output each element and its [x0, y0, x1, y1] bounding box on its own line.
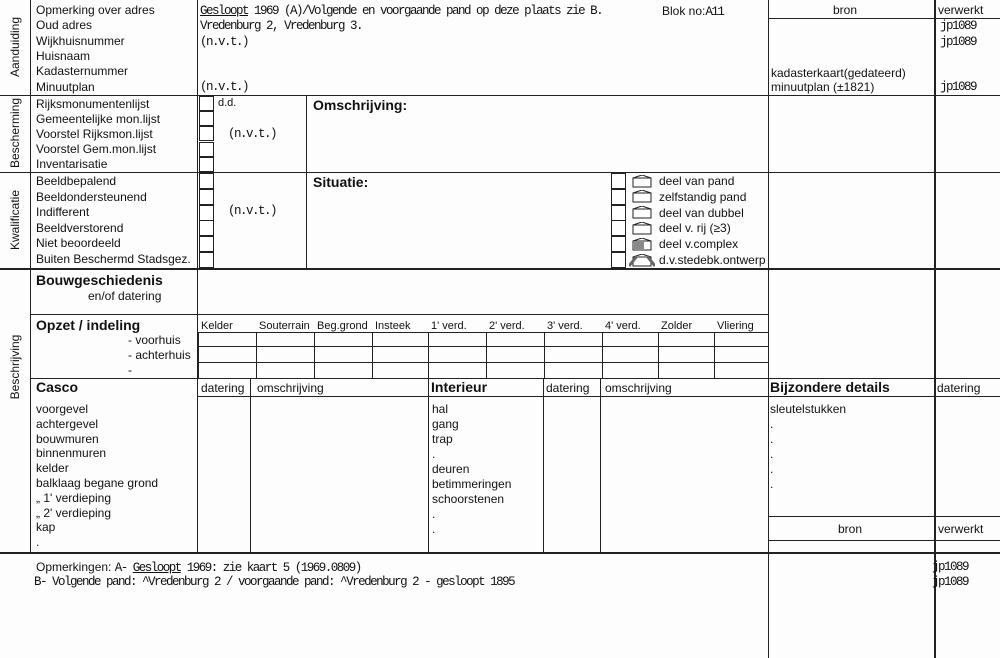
building-part-icon [629, 175, 655, 188]
casco-item: kap [36, 520, 56, 535]
semi-detached-icon [629, 206, 655, 219]
opzet-column-header: 4' verd. [605, 320, 641, 332]
divider [714, 332, 715, 378]
checkbox[interactable] [199, 252, 214, 268]
casco-item: achtergevel [36, 416, 99, 431]
kwalificatie-value: (n.v.t.) [228, 204, 277, 218]
divider [198, 396, 768, 397]
kwalificatie-label: Buiten Beschermd Stadsgez. [36, 251, 191, 266]
divider [198, 362, 768, 363]
opzet-column-header: Souterrain [259, 320, 310, 332]
checkbox[interactable] [199, 173, 214, 189]
checkbox[interactable] [199, 189, 214, 205]
divider [30, 314, 768, 315]
minuutplan-value: (n.v.t.) [200, 80, 249, 94]
opzet-label: Opzet / indeling [36, 317, 141, 333]
verwerkt-item: jp1089 [940, 80, 977, 94]
divider [768, 0, 769, 658]
divider [486, 332, 487, 378]
interieur-datering-header: datering [546, 381, 590, 395]
divider [314, 332, 315, 378]
urban-design-icon [629, 254, 655, 267]
opzet-column-header: Beg.grond [317, 320, 368, 332]
divider [0, 95, 1000, 96]
verwerkt-header-2: verwerkt [938, 522, 984, 536]
checkbox[interactable] [199, 157, 214, 172]
casco-item: bouwmuren [36, 431, 99, 446]
bijzondere-details-label: Bijzondere details [770, 379, 890, 395]
verwerkt-item: jp1089 [932, 560, 969, 574]
checkbox[interactable] [611, 220, 626, 236]
bescherming-label: Rijksmonumentenlijst [36, 97, 150, 111]
detached-building-icon [629, 190, 655, 203]
opzet-column-header: Vliering [717, 320, 754, 332]
kwalificatie-label: Beeldverstorend [36, 220, 124, 235]
bescherming-label: Inventarisatie [36, 157, 108, 171]
opmerking-text: 1969: zie kaart 5 (1969.0809) [180, 561, 361, 575]
bijzondere-item: . [770, 477, 774, 491]
checkbox[interactable] [199, 220, 214, 236]
divider [198, 346, 768, 347]
checkbox[interactable] [611, 236, 626, 252]
opzet-row-label: - voorhuis [128, 333, 181, 347]
divider [543, 378, 544, 552]
opzet-column-header: 2' verd. [489, 320, 525, 332]
checkbox[interactable] [199, 205, 214, 221]
interieur-item: hal [432, 402, 449, 416]
checkbox[interactable] [611, 189, 626, 205]
bron-item: minuutplan (±1821) [771, 80, 875, 94]
interieur-item: betimmeringen [432, 477, 512, 491]
opmerkingen-line-2: B- Volgende pand: ^Vredenburg 2 / voorgaande pand: ^Vredenburg 2 - gesloopt 1895 [34, 575, 515, 589]
opmerkingen-line-1 [36, 560, 361, 575]
situatie-option-label: deel v.complex [659, 237, 739, 252]
aanduiding-label: Minuutplan [36, 79, 95, 94]
divider [372, 332, 373, 378]
checkbox[interactable] [611, 205, 626, 221]
interieur-item: . [432, 507, 436, 521]
wijkhuisnummer-value: (n.v.t.) [200, 35, 249, 49]
dd-label: d.d. [218, 97, 237, 109]
casco-item: kelder [36, 461, 69, 476]
interieur-item: trap [432, 432, 453, 446]
casco-item: binnenmuren [36, 446, 107, 461]
row-house-icon [629, 222, 655, 235]
interieur-item: gang [432, 417, 459, 431]
interieur-item: deuren [432, 462, 470, 476]
checkbox[interactable] [199, 142, 214, 157]
casco-label: Casco [36, 379, 79, 395]
aanduiding-label: Oud adres [36, 18, 93, 33]
divider [0, 552, 1000, 554]
bouwgeschiedenis-label: Bouwgeschiedenis [36, 272, 163, 288]
checkbox[interactable] [611, 173, 626, 189]
divider [198, 332, 768, 333]
kwalificatie-label: Niet beoordeeld [36, 236, 121, 250]
checkbox[interactable] [611, 252, 626, 268]
gesloopt-text: Gesloopt [200, 4, 249, 18]
kwalificatie-label: Beeldondersteunend [36, 189, 147, 204]
casco-item: voorgevel [36, 402, 89, 416]
checkbox[interactable] [199, 236, 214, 252]
bron-item: kadasterkaart(gedateerd) [771, 66, 906, 80]
opzet-column-header: Insteek [375, 320, 411, 332]
opzet-column-header: Kelder [201, 320, 233, 332]
bijzondere-item: . [770, 417, 774, 431]
section-bescherming: Bescherming [8, 97, 22, 169]
verwerkt-header: verwerkt [938, 3, 984, 17]
bescherming-label: Gemeentelijke mon.lijst [36, 112, 161, 126]
divider [544, 332, 545, 378]
situatie-option-label: deel v. rij (≥3) [659, 221, 731, 236]
complex-icon [629, 238, 655, 251]
casco-item: balklaag begane grond [36, 476, 159, 490]
interieur-item: schoorstenen [432, 492, 505, 506]
blok-number [662, 4, 723, 19]
aanduiding-label: Opmerking over adres [36, 3, 155, 17]
opzet-column-header: 3' verd. [547, 320, 583, 332]
opzet-row-label: - [128, 363, 132, 377]
gesloopt-text: Gesloopt [132, 561, 181, 575]
divider [768, 540, 1000, 541]
casco-item: „ 2' verdieping [36, 505, 111, 520]
interieur-item: . [432, 522, 436, 536]
checkbox[interactable] [199, 111, 214, 126]
aanduiding-label: Huisnaam [36, 48, 91, 63]
opzet-row-label: - achterhuis [128, 348, 191, 362]
blok-value: A11 [705, 5, 724, 19]
section-beschrijving: Beschrijving [8, 334, 22, 400]
divider [768, 516, 1000, 517]
opmerking-text: 1969 (A)/Volgende en voorgaande pand op deze plaats zie B. [248, 4, 603, 18]
verwerkt-item: jp1089 [940, 19, 977, 33]
bijzondere-item: sleutelstukken [770, 402, 847, 416]
bijzondere-item: . [770, 432, 774, 446]
interieur-label: Interieur [431, 379, 488, 395]
oud-adres-value: Vredenburg 2, Vredenburg 3. [200, 19, 363, 33]
verwerkt-item: jp1089 [940, 35, 977, 49]
casco-item: „ 1' verdieping [36, 490, 111, 505]
divider [768, 332, 769, 378]
divider [428, 378, 429, 552]
opzet-column-header: 1' verd. [431, 320, 467, 332]
divider [0, 268, 1000, 270]
blok-label: Blok no: [662, 4, 706, 18]
casco-datering-header: datering [201, 381, 245, 395]
bron-header: bron [833, 3, 858, 17]
bescherming-label: Voorstel Rijksmon.lijst [36, 127, 153, 141]
divider [198, 332, 199, 378]
aanduiding-label: Kadasternummer [36, 64, 129, 79]
verwerkt-item: jp1089 [932, 575, 969, 589]
section-kwalificatie: Kwalificatie [8, 189, 22, 251]
situatie-option-label: deel van pand [659, 174, 735, 188]
divider [30, 0, 31, 552]
situatie-option-label: zelfstandig pand [659, 189, 747, 204]
divider [0, 172, 1000, 173]
casco-item: . [36, 535, 40, 550]
divider [197, 0, 198, 552]
interieur-omschrijving-header: omschrijving [605, 381, 672, 395]
bijzondere-item: . [770, 462, 774, 476]
aanduiding-label: Wijkhuisnummer [36, 33, 125, 48]
casco-omschrijving-header: omschrijving [257, 381, 324, 395]
situatie-option-label: d.v.stedebk.ontwerp [659, 253, 766, 267]
situatie-label: Situatie: [313, 174, 369, 190]
situatie-option-label: deel van dubbel [659, 205, 744, 220]
prefix: A- [114, 561, 133, 575]
divider [250, 378, 251, 552]
section-aanduiding: Aanduiding [8, 16, 22, 78]
opmerking-over-adres-value [200, 4, 602, 18]
bescherming-label: Voorstel Gem.mon.lijst [36, 142, 157, 156]
checkbox[interactable] [199, 96, 214, 111]
kwalificatie-label: Beeldbepalend [36, 174, 117, 188]
divider [428, 332, 429, 378]
opzet-column-header: Zolder [661, 320, 693, 332]
interieur-item: . [432, 447, 436, 461]
omschrijving-label: Omschrijving: [313, 97, 408, 113]
bescherming-value: (n.v.t.) [228, 127, 277, 141]
divider [256, 332, 257, 378]
divider [306, 95, 307, 268]
bron-header-2: bron [838, 522, 863, 536]
kwalificatie-label: Indifferent [36, 205, 90, 219]
opmerkingen-label: Opmerkingen: [36, 560, 112, 574]
checkbox[interactable] [199, 126, 214, 141]
divider [600, 378, 601, 552]
divider [768, 396, 1000, 397]
bijzondere-datering-header: datering [937, 381, 981, 395]
divider [658, 332, 659, 378]
divider [602, 332, 603, 378]
en-of-datering-label: en/of datering [88, 289, 162, 303]
bijzondere-item: . [770, 447, 774, 461]
